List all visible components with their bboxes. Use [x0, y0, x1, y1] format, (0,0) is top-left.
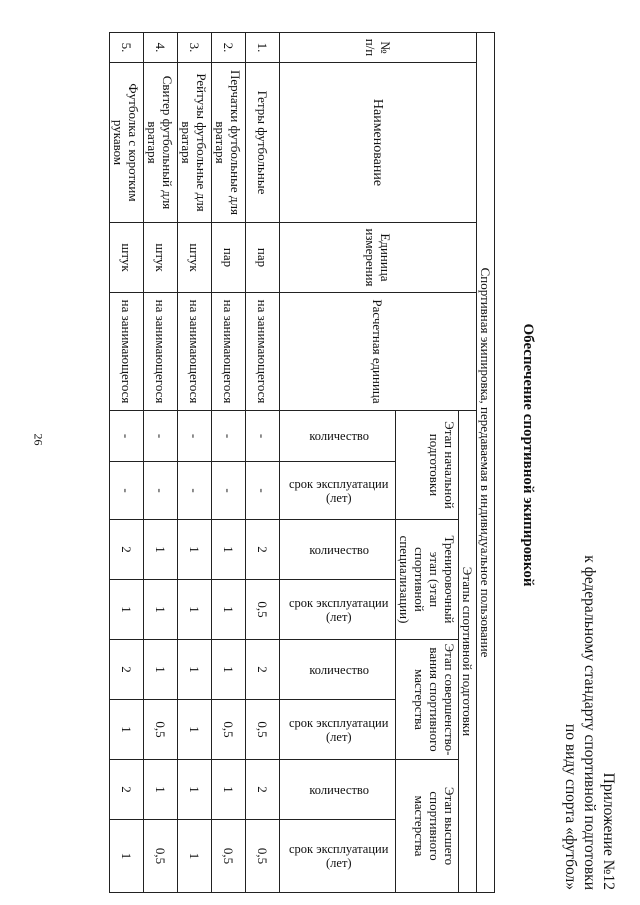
sub-header-term [280, 820, 396, 893]
row-term-value: 1 [178, 820, 212, 893]
row-name: Свитер футбольный для вратаря [144, 63, 178, 223]
row-qty-value: 1 [178, 760, 212, 820]
row-qty-value: 1 [144, 760, 178, 820]
row-term-value: 0,5 [246, 820, 280, 893]
row-term-value: - [246, 462, 280, 520]
row-term-value: 1 [110, 820, 144, 893]
row-name: Гетры футбольные [246, 63, 280, 223]
row-qty-value: 2 [110, 520, 144, 580]
row-term-value: - [144, 462, 178, 520]
row-unit: пар [246, 223, 280, 293]
table-row [144, 33, 178, 893]
row-calc: на занимающегося [212, 293, 246, 411]
row-qty-value: 2 [110, 640, 144, 700]
row-name: Перчатки футбольные для вратаря [212, 63, 246, 223]
row-qty-value: 2 [246, 640, 280, 700]
appendix-line-1: Приложение №12 [600, 772, 617, 890]
table-row [110, 33, 144, 893]
row-unit: штук [178, 223, 212, 293]
row-term-value: - [212, 462, 246, 520]
sub-qty-label: количество [309, 429, 369, 443]
col-unit-header: Единица измерения [280, 223, 477, 293]
sub-term-label: срок эксплуатации (лет) [289, 476, 389, 505]
row-term-value: 1 [178, 700, 212, 760]
row-term-value: 1 [110, 700, 144, 760]
rotated-page-content [20, 20, 640, 890]
appendix-line-3: по виду спорта «футбол» [562, 723, 579, 890]
sub-header-qty [280, 760, 396, 820]
row-num: 2. [212, 33, 246, 63]
sub-term-label: срок эксплуатации (лет) [289, 595, 389, 624]
page-number: 26 [31, 433, 46, 446]
sub-header-qty [280, 520, 396, 580]
row-qty-value: 2 [246, 520, 280, 580]
col-num-header: № п/п [280, 33, 477, 63]
stage-improvement: Этап совершенство-вания спортивного мастерства [396, 640, 459, 760]
sub-qty-label: количество [309, 782, 369, 797]
row-term-value: 0,5 [144, 700, 178, 760]
stage-higher: Этап высшего спортивного мастерства [396, 760, 459, 893]
sub-term-label: срок эксплуатации (лет) [289, 715, 389, 744]
row-qty-value: 1 [144, 520, 178, 580]
sub-header-qty [280, 411, 396, 462]
row-term-value: 1 [212, 580, 246, 640]
row-qty-value: - [178, 411, 212, 462]
row-qty-value: 1 [178, 520, 212, 580]
stage-training: Тренировочный этап (этап спортивной специализации) [396, 520, 459, 640]
sub-qty-label: количество [309, 542, 369, 557]
group-header: Спортивная экипировка, передаваемая в индивидуальное пользование [477, 33, 495, 893]
row-calc: на занимающегося [110, 293, 144, 411]
row-unit: пар [212, 223, 246, 293]
row-unit: штук [110, 223, 144, 293]
row-name: Футболка с коротким рукавом [110, 63, 144, 223]
row-num: 3. [178, 33, 212, 63]
equipment-table [109, 32, 495, 893]
table-body [110, 33, 280, 893]
document-title: Обеспечение спортивной экипировкой [520, 323, 536, 587]
row-qty-value: - [110, 411, 144, 462]
sub-header-term [280, 580, 396, 640]
row-term-value: 1 [178, 580, 212, 640]
row-term-value: 0,5 [246, 580, 280, 640]
row-num: 1. [246, 33, 280, 63]
stage-initial: Этап начальной подготовки [396, 411, 459, 520]
group-header-row [477, 33, 495, 893]
sub-term-label: срок эксплуатации (лет) [289, 842, 389, 870]
row-qty-value: 1 [178, 640, 212, 700]
row-calc: на занимающегося [246, 293, 280, 411]
row-qty-value: 2 [246, 760, 280, 820]
sub-qty-label: количество [309, 662, 369, 677]
row-num: 5. [110, 33, 144, 63]
appendix-line-2: к федеральному стандарту спортивной подготовки [581, 555, 598, 890]
sub-header-term [280, 462, 396, 520]
row-term-value: 0,5 [212, 820, 246, 893]
row-term-value: - [178, 462, 212, 520]
appendix-header [561, 370, 618, 890]
row-qty-value: 1 [144, 640, 178, 700]
row-qty-value: - [144, 411, 178, 462]
stages-header: Этапы спортивной подготовки [459, 411, 477, 893]
table-row [178, 33, 212, 893]
sub-header-qty [280, 640, 396, 700]
row-qty-value: 1 [212, 640, 246, 700]
row-name: Рейтузы футбольные для вратаря [178, 63, 212, 223]
row-qty-value: 2 [110, 760, 144, 820]
row-num: 4. [144, 33, 178, 63]
row-calc: на занимающегося [144, 293, 178, 411]
table-row [212, 33, 246, 893]
row-qty-value: 1 [212, 760, 246, 820]
row-term-value: - [110, 462, 144, 520]
stages-header-row [459, 33, 477, 893]
table-row [246, 33, 280, 893]
row-unit: штук [144, 223, 178, 293]
sub-header-term [280, 700, 396, 760]
row-qty-value: 1 [212, 520, 246, 580]
row-qty-value: - [246, 411, 280, 462]
row-qty-value: - [212, 411, 246, 462]
row-calc: на занимающегося [178, 293, 212, 411]
row-term-value: 1 [144, 580, 178, 640]
row-term-value: 0,5 [212, 700, 246, 760]
row-term-value: 1 [110, 580, 144, 640]
row-term-value: 0,5 [246, 700, 280, 760]
row-term-value: 0,5 [144, 820, 178, 893]
col-name-header: Наименование [280, 63, 477, 223]
col-calc-header: Расчетная единица [280, 293, 477, 411]
